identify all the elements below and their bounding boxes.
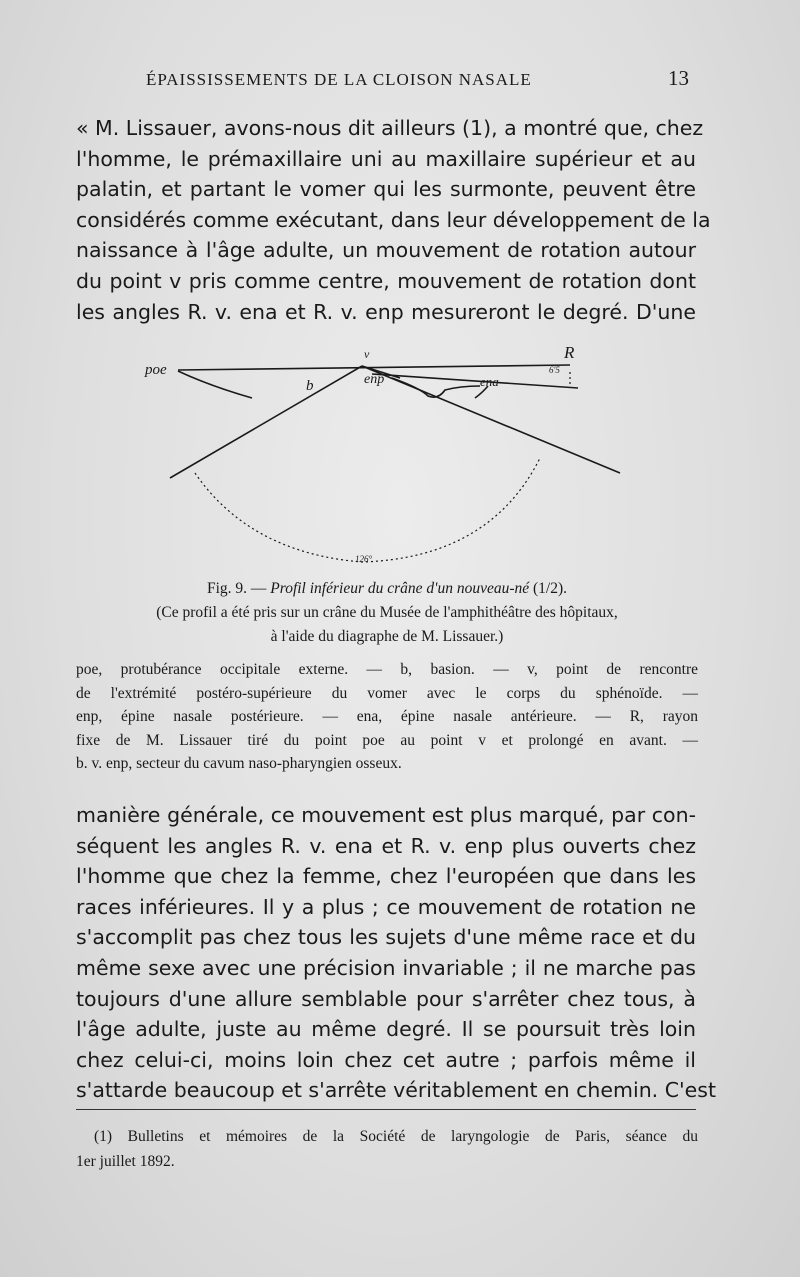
text-line: l'âge adulte, juste au même degré. Il se poursuit très loin [76,1017,696,1042]
footnote-line: 1er juillet 1892. [76,1153,175,1170]
note-line: à l'aide du diagraphe de M. Lissauer.) [270,627,504,645]
note-line: (Ce profil a été pris sur un crâne du Musée de l'amphithéâtre des hôpitaux, [156,604,618,621]
legend-line: poe, protubérance occipitale externe. — b, basion. — v, point de rencontre [76,661,698,678]
basion-vomer-line [170,366,362,478]
caption-dash: — [250,580,267,597]
label-b: b [306,378,314,394]
figure-caption [76,577,698,601]
text-line: manière générale, ce mouvement est plus marqué, par con- [76,803,696,827]
occipital-contour [178,371,252,398]
label-angle-small: 6'5 [549,365,560,375]
text-line: toujours d'une allure semblable pour s'arrêter chez tous, à [76,986,696,1011]
legend-line: enp, épine nasale postérieure. — ena, épine nasale antérieure. — R, rayon [76,708,698,725]
figure-title: Profil inférieur du crâne d'un nouveau-né [270,580,530,597]
label-ena: ena [480,374,499,389]
paragraph-top [76,113,711,327]
running-title: ÉPAISSISSEMENTS DE LA CLOISON NASALE [146,70,532,89]
label-poe: poe [145,362,167,378]
text-line: les angles R. v. ena et R. v. enp mesureront le degré. D'une [76,299,696,324]
text-line: chez celui-ci, moins loin chez cet autre ; parfois même il [76,1047,696,1072]
text-line: l'homme, le prémaxillaire uni au maxillaire supérieur et au [76,146,696,171]
text-line: s'accomplit pas chez tous les sujets d'une même race et du [76,925,696,950]
label-R: R [564,343,575,362]
page-number: 13 [668,66,689,90]
text-line: s'attarde beaucoup et s'arrête véritablement en chemin. C'est [76,1078,716,1103]
text-line: « M. Lissauer, avons-nous dit ailleurs (1), a montré que, chez [76,116,704,140]
text-line: même sexe avec une précision invariable ; il ne marche pas [76,955,696,980]
legend-line: fixe de M. Lissauer tiré du point poe au point v et prolongé en avant. — [76,731,698,749]
skull-profile-diagram [100,338,660,578]
footnote-rule [76,1109,696,1110]
paragraph-bottom [76,800,716,1106]
text-line: séquent les angles R. v. ena et R. v. enp plus ouverts chez [76,833,696,858]
label-angle-large: 126° [355,554,373,564]
text-line: l'homme que chez la femme, chez l'européen que dans les [76,864,696,889]
figure-number: Fig. 9. [206,580,248,597]
footnote-line: (1) Bulletins et mémoires de la Société de laryngologie de Paris, séance du [94,1128,698,1145]
figure-scale: (1/2). [533,580,568,597]
text-line: considérés comme exécutant, dans leur développement de la [76,207,711,232]
angle-arc-large [195,458,540,562]
label-v: v [364,347,370,361]
legend-line: de l'extrémité postéro-supérieure du vomer avec le corps du sphénoïde. — [76,684,698,702]
text-line: palatin, et partant le vomer qui les surmonte, peuvent être [76,177,696,202]
figure-note [76,601,698,648]
footnote [76,1124,698,1174]
text-line: du point v pris comme centre, mouvement de rotation dont [76,268,696,293]
label-enp: enp [364,372,385,387]
text-line: races inférieures. Il y a plus ; ce mouvement de rotation ne [76,894,696,919]
figure-legend [76,658,698,776]
text-line: naissance à l'âge adulte, un mouvement de rotation autour [76,238,696,263]
legend-line: b. v. enp, secteur du cavum naso-pharyngien osseux. [76,755,402,772]
